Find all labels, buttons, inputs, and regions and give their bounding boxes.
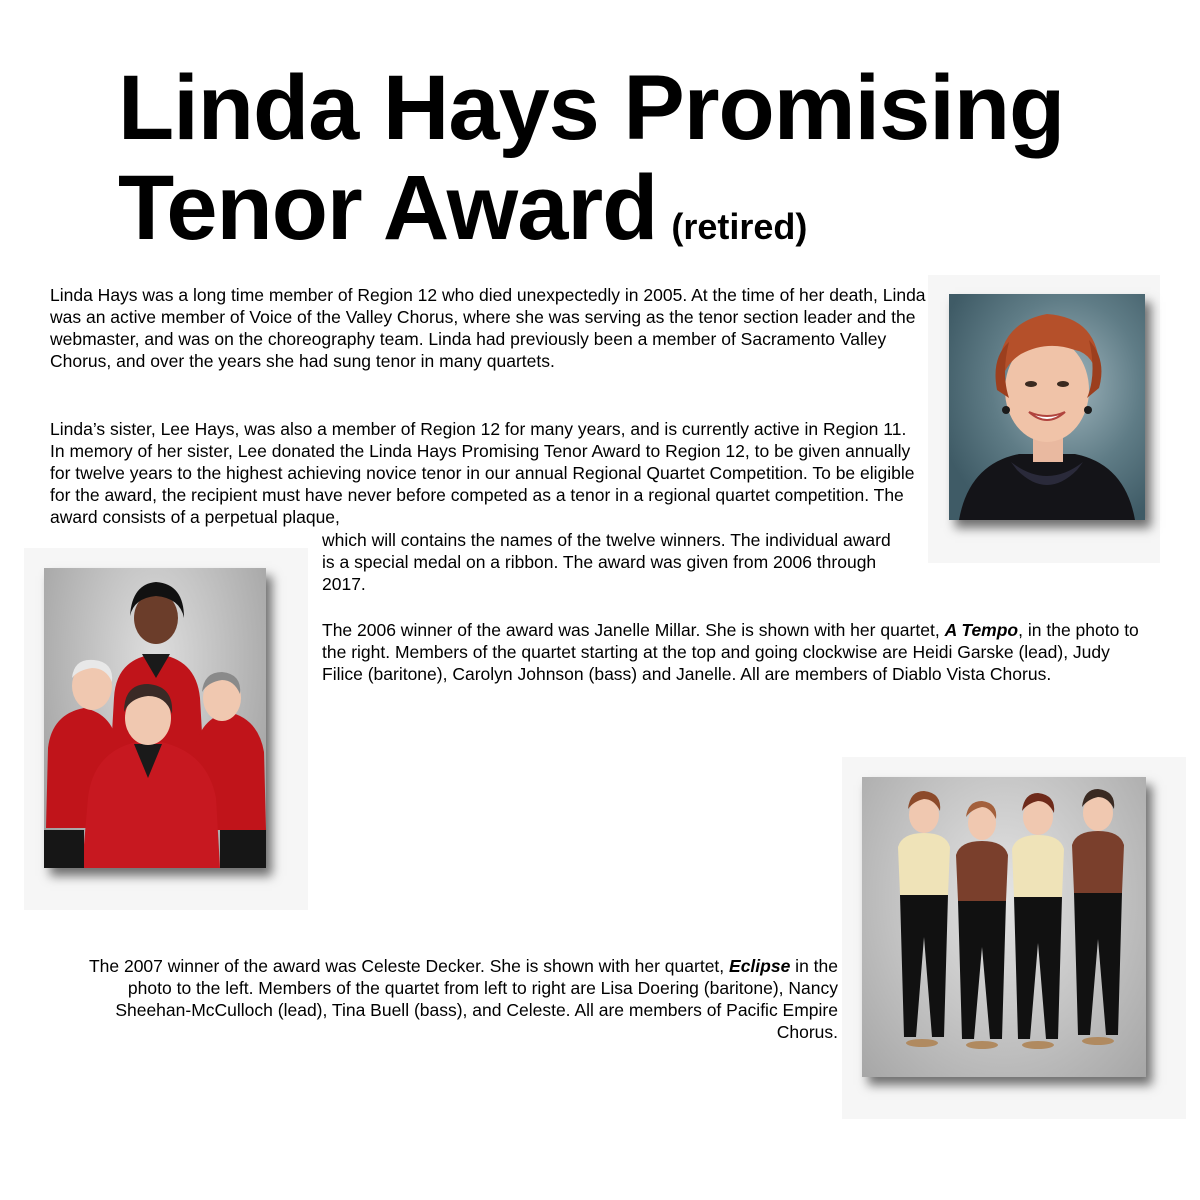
- quartet-2006-photo-frame: [24, 548, 308, 910]
- paragraph-award-history: Linda’s sister, Lee Hays, was also a member of Region 12 for many years, and is currently active in Region 11. In memory of her sister, Lee donated the Linda Hays Promising Tenor Award to Region 12, to be given annually for twelve years to the highest achieving novice tenor in our annual Regional Quartet Competition. To be eligible for the award, the recipient must have never before competed as a tenor in a regional quartet competition. The award consists of a perpetual plaque,: [50, 419, 915, 527]
- quartet-name-eclipse: Eclipse: [729, 956, 791, 976]
- title-retired-note: (retired): [671, 206, 808, 247]
- winner-2006-text-end: , in the photo to the right. Members of the quartet starting at the top and going clockwise are Heidi Garske (lead), Judy Filice (baritone), Carolyn Johnson (bass) and Janelle. All are members of Diablo Vista Chorus.: [322, 620, 1139, 684]
- title-line-2: Tenor Award: [118, 157, 658, 259]
- winner-2007-text-start: The 2007 winner of the award was Celeste Decker. She is shown with her quartet,: [88, 956, 730, 976]
- paragraph-2007-winner: [50, 955, 838, 1043]
- title-line-1: Linda Hays Promising: [118, 57, 1065, 159]
- paragraph-award-history-continued: which will contains the names of the twelve winners. The individual award is a special medal on a ribbon. The award was given from 2006 through 2017.: [322, 530, 891, 594]
- portrait-photo: [949, 294, 1145, 520]
- portrait-photo-frame: [928, 275, 1160, 563]
- quartet-2007-photo: [862, 777, 1146, 1077]
- quartet-2006-illustration: [44, 568, 266, 868]
- title-line-2-wrap: [118, 158, 1118, 277]
- quartet-2006-photo: [44, 568, 266, 868]
- winner-2007-text-end: in the photo to the left. Members of the quartet from left to right are Lisa Doering (baritone), Nancy Sheehan-McCulloch (lead), Tina Buell (bass), and Celeste. All are members of Pacific Empire Chorus.: [115, 956, 838, 1042]
- paragraph-2006-winner: [322, 619, 1142, 685]
- page-title: [118, 58, 1118, 277]
- quartet-2007-illustration: [862, 777, 1146, 1077]
- winner-2006-text-start: The 2006 winner of the award was Janelle Millar. She is shown with her quartet,: [322, 620, 945, 640]
- quartet-name-a-tempo: A Tempo: [944, 620, 1019, 640]
- paragraph-linda-bio: Linda Hays was a long time member of Region 12 who died unexpectedly in 2005. At the time of her death, Linda was an active member of Voice of the Valley Chorus, where she was serving as the tenor section leader and the webmaster, and was on the choreography team. Linda had previously been a member of Sacramento Valley Chorus, and over the years she had sung tenor in many quartets.: [50, 285, 926, 371]
- portrait-illustration: [949, 294, 1145, 520]
- quartet-2007-photo-frame: [842, 757, 1186, 1119]
